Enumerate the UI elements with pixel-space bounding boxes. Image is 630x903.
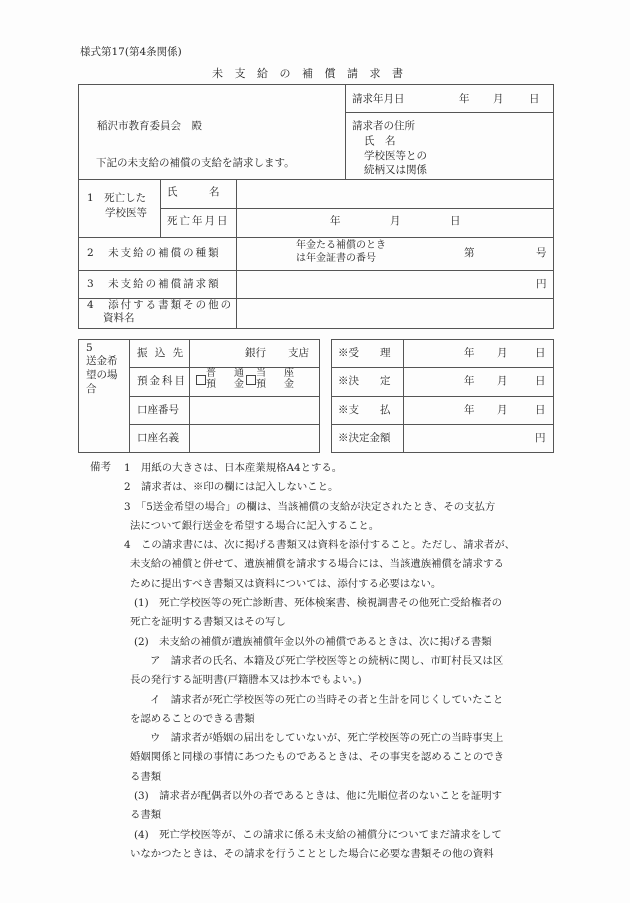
note-line: (1) 死亡学校医等の死亡診断書、死体検案書、検視調書その他死亡受給権者の [134, 597, 502, 610]
note-line: 婚姻関係と同様の事情にあつたものであるときは、その事実を認めることのでき [130, 751, 505, 764]
relation-label-2: 続柄又は関係 [364, 164, 427, 176]
pension-note-2: は年金証書の番号 [296, 253, 376, 264]
decided-label: ※決 定 [338, 375, 391, 387]
relation-label-1: 学校医等との [364, 150, 427, 162]
paid-month: 月 [497, 404, 508, 416]
claimant-name-label: 氏 名 [364, 135, 396, 147]
note-line: を認めることのできる書類 [130, 712, 255, 725]
note-line: 長の発行する証明書(戸籍謄本又は抄本でもよい。) [130, 674, 362, 687]
section5-label-3: 合 [86, 383, 97, 395]
section4-label-2: 資料名 [103, 312, 135, 324]
notes-heading: 備考 [90, 461, 111, 473]
request-date-day: 日 [529, 93, 540, 105]
received-label: ※受 理 [338, 347, 391, 359]
account-holder-label: 口座名義 [137, 432, 179, 444]
section5-label-2: 望の場 [86, 369, 118, 381]
note-line: ウ 請求者が婚姻の届出をしていないが、死亡学校医等の死亡の当時事実上 [150, 732, 504, 745]
received-day: 日 [535, 347, 546, 359]
claim-amount-unit: 円 [536, 278, 547, 290]
note-line: 未支給の補償と併せて、遺族補償を請求する場合には、当該遺族補償を請求する [130, 558, 504, 571]
paid-day: 日 [535, 404, 546, 416]
received-year: 年 [464, 347, 475, 359]
addressee: 稲沢市教育委員会 殿 [97, 120, 202, 132]
form-label: 様式第17(第4条関係) [80, 46, 182, 58]
paid-label: ※支 払 [338, 404, 391, 416]
note-line: 2 請求者は、※印の欄には記入しないこと。 [124, 481, 339, 494]
pension-note-1: 年金たる補償のとき [296, 240, 386, 251]
request-statement: 下記の未支給の補償の支給を請求します。 [96, 157, 295, 169]
decided-year: 年 [464, 375, 475, 387]
account-type-options: 普 預通 金当 預座 金 [196, 369, 294, 390]
transfer-label: 振 込 先 [137, 347, 186, 359]
section5-number: 5 [86, 342, 93, 354]
current-checkbox[interactable] [246, 375, 256, 385]
note-line: る書類 [130, 770, 162, 783]
note-line: イ 請求者が死亡学校医等の死亡の当時その者と生計を同じくしていたこと [150, 693, 504, 706]
note-line: 死亡を証明する書類又はその写し [130, 616, 286, 629]
section4-label-1: 4 添付する書類その他の [87, 299, 234, 311]
request-date-month: 月 [493, 93, 504, 105]
death-date-year: 年 [330, 215, 341, 227]
claimant-address-label: 請求者の住所 [352, 120, 415, 132]
received-month: 月 [497, 347, 508, 359]
bank-label: 銀行 [245, 347, 266, 359]
section1-label-2: 学校医等 [105, 207, 147, 219]
death-date-month: 月 [390, 215, 401, 227]
request-date-year: 年 [459, 93, 470, 105]
branch-label: 支店 [288, 347, 309, 359]
note-line: 3 「5送金希望の場合」の欄は、当該補償の支給が決定されたとき、その支払方 [124, 500, 496, 513]
note-line: (4) 死亡学校医等が、この請求に係る未支給の補償分についてまだ請求をして [134, 828, 502, 841]
section1-label-1: 1 死亡した [87, 192, 147, 204]
paid-year: 年 [464, 404, 475, 416]
page-title: 未 支 給 の 補 償 請 求 書 [212, 67, 407, 80]
death-date-label: 死亡年月日 [167, 215, 230, 227]
decided-amount-label: ※決定金額 [338, 432, 391, 444]
note-line: 4 この請求書には、次に掲げる書類又は資料を添付すること。ただし、請求者が、 [124, 539, 516, 552]
note-line: いなかつたときは、その請求を行うこととした場合に必要な書類その他の資料 [130, 847, 494, 860]
section2-label: 2 未支給の補償の種類 [87, 247, 221, 259]
ordinary-label-top: 普 預 [206, 368, 216, 390]
decided-day: 日 [535, 375, 546, 387]
note-line: ア 請求者の氏名、本籍及び死亡学校医等との続柄に関し、市町村長又は区 [150, 654, 504, 667]
death-date-day: 日 [450, 215, 461, 227]
ordinary-checkbox[interactable] [196, 375, 206, 385]
note-line: (3) 請求者が配偶者以外の者であるときは、他に先順位者のないことを証明す [134, 790, 502, 803]
section5-label-1: 送金希 [86, 355, 118, 367]
deceased-name-label: 氏 名 [167, 186, 220, 198]
account-number-label: 口座番号 [137, 404, 179, 416]
section3-label: 3 未支給の補償請求額 [87, 278, 221, 290]
request-date-label: 請求年月日 [352, 93, 405, 105]
note-line: 1 用紙の大きさは、日本産業規格A4とする。 [124, 462, 343, 474]
pension-number-suffix: 号 [536, 247, 547, 259]
pension-number-prefix: 第 [464, 247, 475, 259]
notes-body [88, 459, 558, 864]
decided-amount-unit: 円 [535, 432, 546, 444]
note-line: 法について銀行送金を希望する場合に記入すること。 [130, 519, 380, 532]
note-line: (2) 未支給の補償が遺族補償年金以外の補償であるときは、次に掲げる書類 [134, 635, 492, 648]
note-line: ために提出すべき書類又は資料については、添付する必要はない。 [130, 577, 442, 590]
decided-month: 月 [497, 375, 508, 387]
account-type-label: 預金科目 [137, 375, 187, 387]
note-line: る書類 [130, 809, 162, 822]
